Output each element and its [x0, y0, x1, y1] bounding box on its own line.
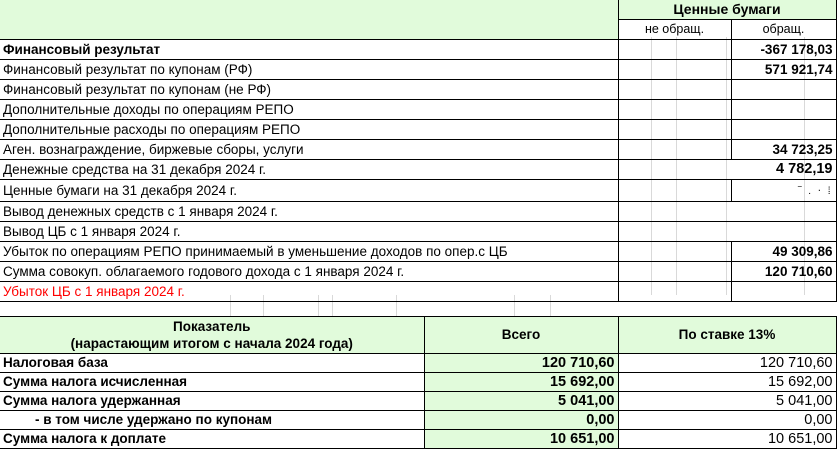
table-row	[0, 222, 836, 242]
indicator-header-line2: (нарастающим итогом с начала 2024 года)	[70, 336, 353, 351]
not-traded-cell[interactable]	[618, 140, 731, 160]
row-label: - в том числе удержано по купонам	[0, 411, 424, 430]
not-traded-cell[interactable]	[618, 120, 731, 140]
row-label: Вывод денежных средств с 1 января 2024 г.	[0, 202, 618, 222]
header-blank	[0, 20, 618, 40]
not-traded-cell[interactable]	[618, 180, 731, 202]
total-cell[interactable]: 5 041,00	[424, 392, 618, 411]
cash-withdrawal-cell[interactable]	[618, 202, 836, 222]
traded-cell[interactable]: -367 178,03	[731, 40, 836, 60]
row-label: Дополнительные доходы по операциям РЕПО	[0, 100, 618, 120]
securities-balance-cell[interactable]	[731, 180, 836, 202]
table-row	[0, 100, 836, 120]
row-label: Дополнительные расходы по операциям РЕПО	[0, 120, 618, 140]
traded-cell[interactable]: 571 921,74	[731, 60, 836, 80]
rate13-header: По ставке 13%	[618, 317, 836, 354]
row-label: Сумма налога к доплате	[0, 430, 424, 449]
row-label: Сумма налога исчисленная	[0, 373, 424, 392]
table-row	[0, 411, 836, 430]
not-traded-cell[interactable]	[618, 60, 731, 80]
table-row	[0, 140, 836, 160]
table-row	[0, 262, 836, 282]
table-row	[0, 282, 836, 302]
col-header-not-traded: не обращ.	[618, 20, 731, 40]
row-label: Финансовый результат по купонам (РФ)	[0, 60, 618, 80]
row-label: Вывод ЦБ с 1 января 2024 г.	[0, 222, 618, 242]
row-label: Убыток по операциям РЕПО принимаемый в уменьшение доходов по опер.с ЦБ	[0, 242, 618, 262]
total-cell[interactable]: 10 651,00	[424, 430, 618, 449]
not-traded-cell[interactable]	[618, 80, 731, 100]
rate13-cell[interactable]: 10 651,00	[618, 430, 836, 449]
traded-cell[interactable]	[731, 282, 836, 302]
traded-cell[interactable]	[731, 100, 836, 120]
table-row	[0, 60, 836, 80]
table-row	[0, 430, 836, 449]
traded-cell[interactable]: 120 710,60	[731, 262, 836, 282]
traded-cell[interactable]: 34 723,25	[731, 140, 836, 160]
indicator-header	[0, 317, 424, 354]
table-row	[0, 120, 836, 140]
row-label: Денежные средства на 31 декабря 2024 г.	[0, 160, 618, 180]
row-label: Ценные бумаги на 31 декабря 2024 г.	[0, 180, 618, 202]
header-blank	[0, 0, 618, 20]
tax-summary-table	[0, 316, 837, 449]
total-cell[interactable]: 15 692,00	[424, 373, 618, 392]
securities-group-header: Ценные бумаги	[618, 0, 836, 20]
traded-cell[interactable]: 49 309,86	[731, 242, 836, 262]
table-row	[0, 354, 836, 373]
row-label-loss: Убыток ЦБ с 1 января 2024 г.	[0, 282, 618, 302]
total-cell[interactable]: 120 710,60	[424, 354, 618, 373]
securities-withdrawal-cell[interactable]	[618, 222, 836, 242]
not-traded-cell[interactable]	[618, 40, 731, 60]
table-row	[0, 202, 836, 222]
total-cell[interactable]: 0,00	[424, 411, 618, 430]
row-label: Налоговая база	[0, 354, 424, 373]
cash-balance-cell[interactable]: 4 782,19	[618, 160, 836, 180]
total-header: Всего	[424, 317, 618, 354]
rate13-cell[interactable]: 15 692,00	[618, 373, 836, 392]
rate13-cell[interactable]: 5 041,00	[618, 392, 836, 411]
table-row	[0, 392, 836, 411]
not-traded-cell[interactable]	[618, 282, 731, 302]
table-row	[0, 40, 836, 60]
table-row	[0, 180, 836, 202]
row-label: Финансовый результат	[0, 40, 618, 60]
col-header-traded: обращ.	[731, 20, 836, 40]
table-row	[0, 80, 836, 100]
row-label: Сумма налога удержанная	[0, 392, 424, 411]
table-row	[0, 373, 836, 392]
row-label: Финансовый результат по купонам (не РФ)	[0, 80, 618, 100]
rate13-cell[interactable]: 0,00	[618, 411, 836, 430]
row-label: Сумма совокуп. облагаемого годового дохода с 1 января 2024 г.	[0, 262, 618, 282]
obscured-value: ‾ . ‧ ⁞	[798, 186, 833, 197]
not-traded-cell[interactable]	[618, 100, 731, 120]
not-traded-cell[interactable]	[618, 262, 731, 282]
traded-cell[interactable]	[731, 120, 836, 140]
row-label: Аген. вознаграждение, биржевые сборы, услуги	[0, 140, 618, 160]
indicator-header-line1: Показатель	[173, 319, 251, 334]
table-row	[0, 242, 836, 262]
traded-cell[interactable]	[731, 80, 836, 100]
not-traded-cell[interactable]	[618, 242, 731, 262]
rate13-cell[interactable]: 120 710,60	[618, 354, 836, 373]
table-row	[0, 160, 836, 180]
